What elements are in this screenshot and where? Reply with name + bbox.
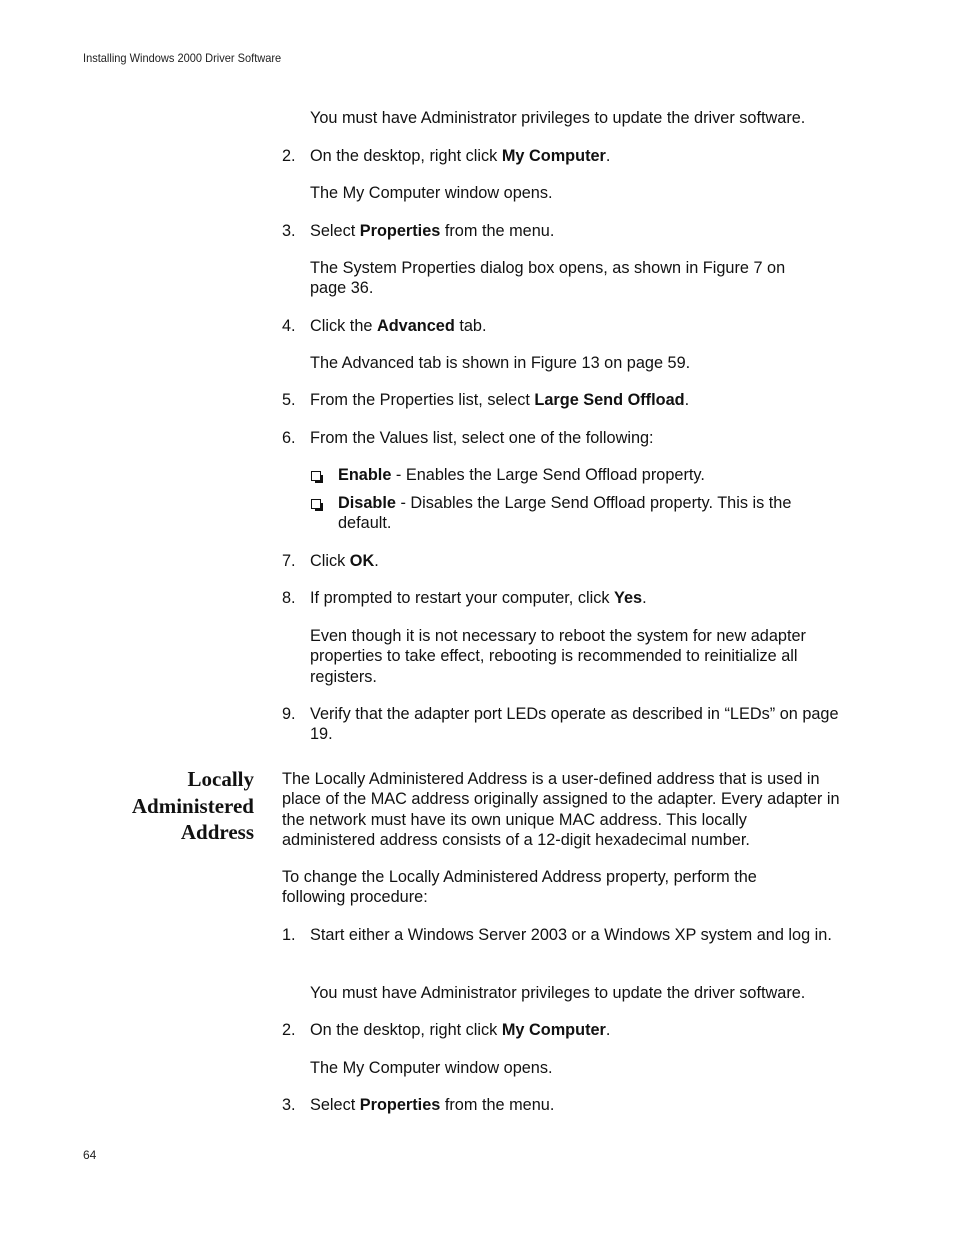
step-number: 9. [282, 705, 296, 723]
step-text: Verify that the adapter port LEDs operate as described in “LEDs” on page 19. [310, 705, 839, 744]
page-number: 64 [83, 1148, 97, 1162]
step-text: Click OK. [310, 552, 379, 570]
step-text: Start either a Windows Server 2003 or a Windows XP system and log in. [310, 926, 832, 944]
step-number: 1. [282, 926, 296, 944]
step-text: On the desktop, right click My Computer. [310, 147, 611, 165]
step-number: 3. [282, 222, 296, 240]
step-text: If prompted to restart your computer, click Yes. [310, 589, 647, 607]
step-number: 8. [282, 589, 296, 607]
step-number: 3. [282, 1096, 296, 1114]
step-number: 7. [282, 552, 296, 570]
step-text: Select Properties from the menu. [310, 222, 555, 240]
checkbox-bullet-icon [311, 499, 321, 509]
bullet-text: Disable - Disables the Large Send Offload property. This is the default. [338, 494, 792, 533]
step-text: On the desktop, right click My Computer. [310, 1021, 611, 1039]
bullet-text: Enable - Enables the Large Send Offload property. [338, 466, 705, 484]
step-text: Select Properties from the menu. [310, 1096, 555, 1114]
checkbox-bullet-icon [311, 471, 321, 481]
step-number: 6. [282, 429, 296, 447]
section-heading: Locally Administered Address [131, 767, 254, 844]
step-text: From the Values list, select one of the following: [310, 429, 654, 447]
step-number: 5. [282, 391, 296, 409]
step-number: 4. [282, 317, 296, 335]
step-text: From the Properties list, select Large Send Offload. [310, 391, 690, 409]
step-number: 2. [282, 1021, 296, 1039]
step-number: 2. [282, 147, 296, 165]
running-header: Installing Windows 2000 Driver Software [83, 51, 282, 65]
step-text: Click the Advanced tab. [310, 317, 487, 335]
